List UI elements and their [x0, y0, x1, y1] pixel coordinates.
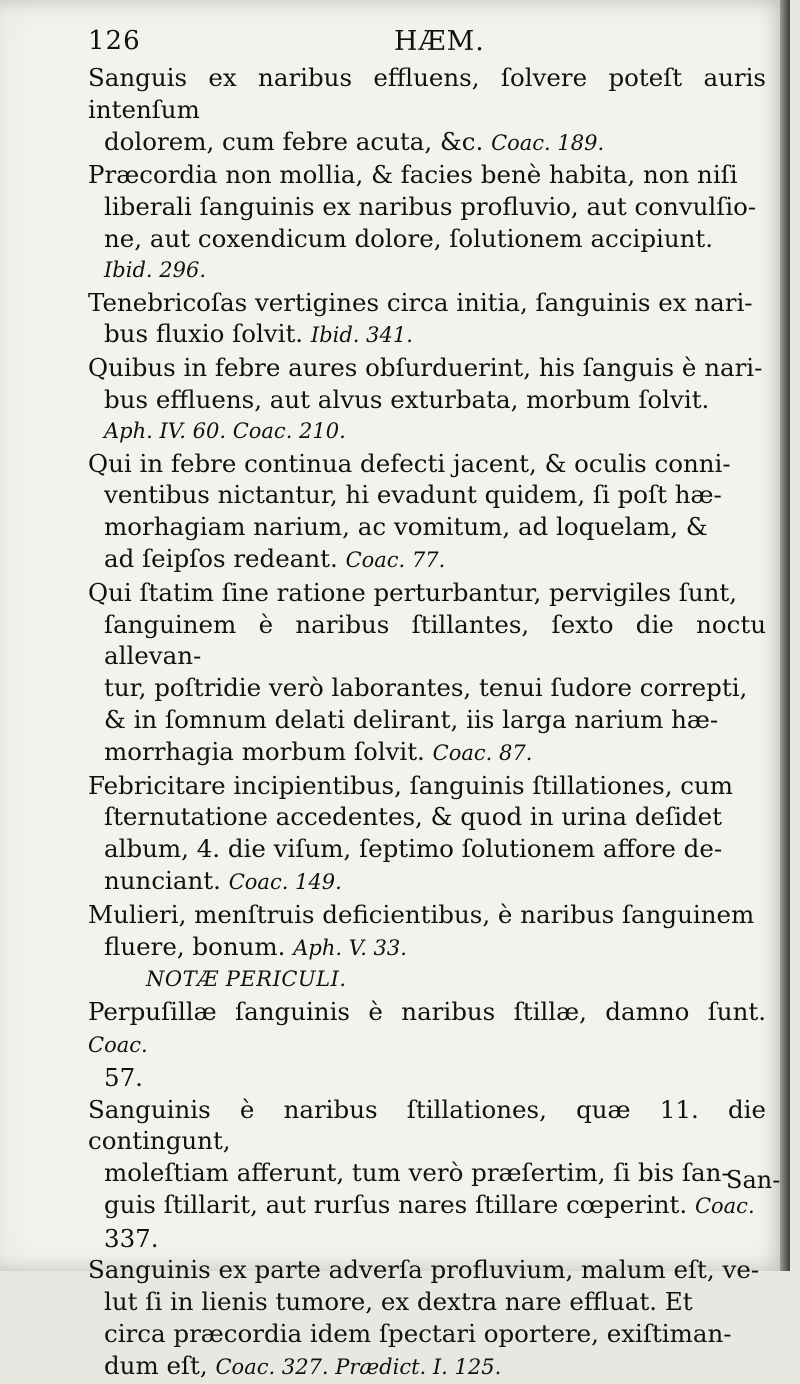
entry-line: Febricitare incipientibus, ſanguinis ſtillationes, cum: [88, 770, 734, 800]
citation: Ibid. 296.: [104, 257, 207, 282]
entry-line: moleſtiam afferunt, tum verò præſertim, ſi bis ſan-: [104, 1158, 730, 1188]
entry-line: Qui ſtatim ſine ratione perturbantur, pervigiles ſunt,: [88, 577, 738, 607]
entry: [88, 996, 766, 1093]
page-body: [88, 62, 766, 1384]
entry-line: dolorem, cum febre acuta, &c. Coac. 189.: [104, 126, 605, 156]
entry-line: bus effluens, aut alvus exturbata, morbum ſolvit.: [104, 384, 710, 414]
entry: [88, 1254, 766, 1383]
entry-line: Mulieri, menſtruis deficientibus, è naribus ſanguinem: [88, 899, 755, 929]
entry-line: morhagiam narium, ac vomitum, ad loquelam, &: [104, 512, 708, 542]
entry-line: morrhagia morbum ſolvit. Coac. 87.: [104, 736, 533, 766]
entry: [88, 1094, 766, 1255]
citation: Coac. 77.: [345, 547, 446, 572]
page-number: 126: [88, 26, 141, 56]
entry-line: bus fluxio ſolvit. Ibid. 341.: [104, 319, 413, 349]
entry-line: ne, aut coxendicum dolore, ſolutionem accipiunt.: [104, 223, 714, 253]
entry-line: Præcordia non mollia, & facies benè habita, non niſi: [88, 160, 738, 190]
entry: [88, 577, 766, 770]
citation: Aph. V. 33.: [293, 935, 407, 960]
citation: Coac.: [694, 1193, 755, 1218]
entry-line: ſternutatione accedentes, & quod in urina deſidet: [104, 802, 722, 832]
citation: Coac. 149.: [228, 869, 342, 894]
entry-line: nunciant. Coac. 149.: [104, 865, 342, 895]
entry: [88, 159, 766, 286]
entry: [88, 62, 766, 159]
entry-line: Qui in febre continua defecti jacent, & oculis conni-: [88, 448, 731, 478]
entry: [88, 287, 766, 353]
citation: Coac. 189.: [491, 130, 605, 155]
page-edge: [780, 0, 790, 1271]
entry-line: ad ſeipſos redeant. Coac. 77.: [104, 543, 446, 573]
entry-line: 337.: [104, 1223, 159, 1253]
entry: [88, 770, 766, 899]
citation: Coac. 87.: [432, 740, 533, 765]
entry: [88, 448, 766, 577]
citation: Coac.: [88, 1032, 148, 1057]
citation: Ibid. 341.: [310, 323, 413, 348]
entry-line: liberali ſanguinis ex naribus profluvio, aut convulſio-: [104, 192, 757, 222]
entry-line: ſanguinem è naribus ſtillantes, ſexto die noctu allevan-: [104, 609, 766, 671]
entry-line: tur, poſtridie verò laborantes, tenui ſudore correpti,: [104, 673, 748, 703]
entry: [88, 899, 766, 965]
entry-line: guis ſtillarit, aut rurſus nares ſtillare cœperint. Coac.: [104, 1189, 755, 1219]
entry-line: Quibus in febre aures obſurduerint, his ſanguis è nari-: [88, 353, 763, 383]
entry-line: album, 4. die viſum, ſeptimo ſolutionem affore de-: [104, 834, 723, 864]
entry-line: dum eſt, Coac. 327. Prædict. I. 125.: [104, 1350, 502, 1380]
citation: Coac. 327. Prædict. I. 125.: [215, 1354, 502, 1379]
entry-line: ventibus nictantur, hi evadunt quidem, ſi poſt hæ-: [104, 480, 722, 510]
entry-line: & in ſomnum delati delirant, iis larga narium hæ-: [104, 704, 719, 734]
entry-line: Sanguinis ex parte adverſa profluvium, malum eſt, ve-: [88, 1255, 760, 1285]
entry-line: 57.: [104, 1062, 143, 1092]
entry-line: Sanguinis è naribus ſtillationes, quæ 11. die contingunt,: [88, 1094, 766, 1156]
entry-line: circa præcordia idem ſpectari oportere, exiſtiman-: [104, 1319, 732, 1349]
entry: [88, 352, 766, 447]
entry-line: Perpuſillæ ſanguinis è naribus ſtillæ, damno ſunt. Coac.: [88, 997, 766, 1057]
entry-line: fluere, bonum. Aph. V. 33.: [104, 931, 407, 961]
citation: Aph. IV. 60. Coac. 210.: [104, 418, 346, 443]
running-head: HÆM.: [394, 26, 485, 57]
entry-line: Sanguis ex naribus effluens, ſolvere poteſt auris intenſum: [88, 63, 766, 124]
page-header: [88, 22, 768, 58]
section-heading: NOTÆ PERICULI.: [146, 967, 347, 992]
entry-line: Tenebricoſas vertigines circa initia, ſanguinis ex nari-: [88, 287, 753, 317]
entry-line: lut ſi in lienis tumore, ex dextra nare effluat. Et: [104, 1287, 693, 1317]
catchword: San-: [726, 1166, 781, 1194]
